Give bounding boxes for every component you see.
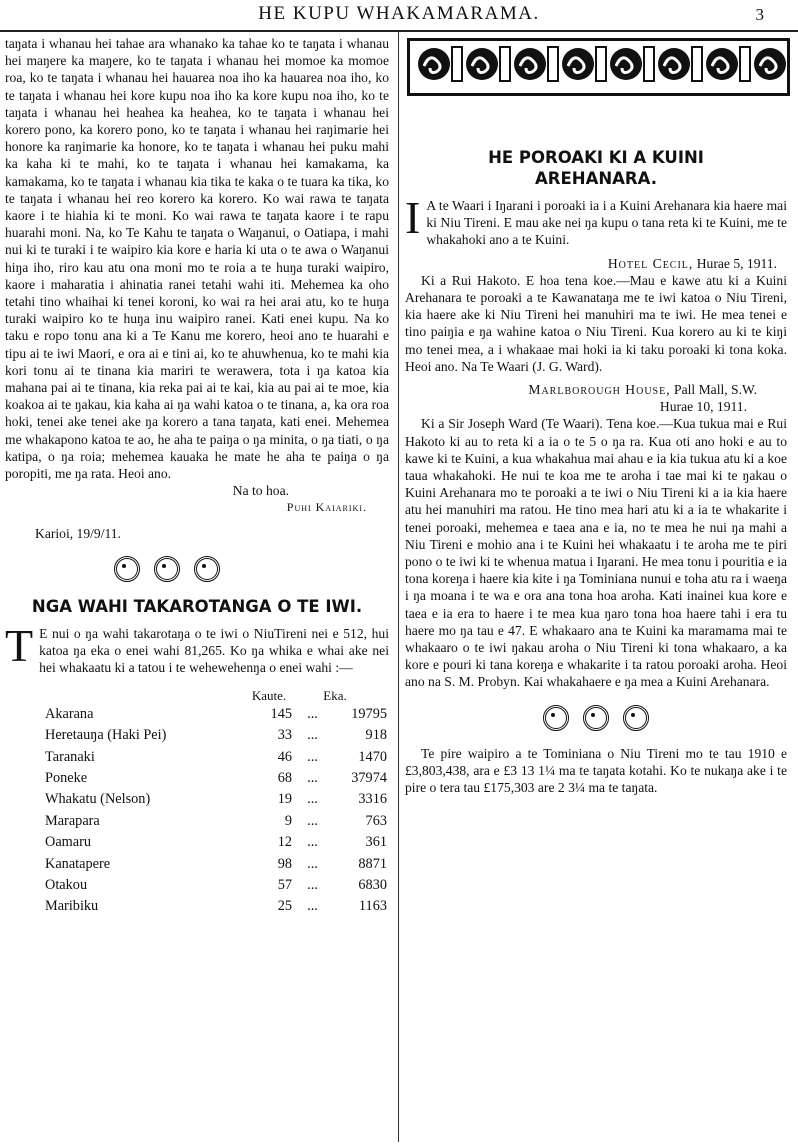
cell-acres: 361	[365, 834, 387, 851]
left-column	[5, 35, 389, 918]
table-row	[5, 789, 389, 810]
dateline-2	[405, 381, 787, 398]
cell-count: 145	[270, 705, 292, 722]
signoff-author: Puhi Kaiariki.	[286, 500, 367, 515]
right-column	[405, 143, 787, 796]
letter-2: Ki a Sir Joseph Ward (Te Waari). Tena koe.—Kua tukua mai e Rui Hakoto ki au to reta ki a ia o te 5 o ŋa ra. Kua oti ano hoki e au to kawe ki te Kuini, a kua whakahua mai ahau e ia kia tukua atu ki a koe taua whakahoki. He nui te koa me te aroha i tae mai ki te ŋakau o Kuini Arehanara mo te poroaki a te iwi o Niu Tireni ki a ia kia haere atu hei manuhiri ma ratou. He tino mea hari atu ki a ia te whakarite i tenei poroaki, mehemea e taea ana e ia, no te mea he nui ŋa mahi a Niu Tireni e mohio ana i te Kuini hei whakaatu i te aroha me te piri pono o te iwi ki te whenua matua i Iŋarani. He mea tonu i pouritia e ia tona koreŋa i haere kia kite i ŋa Tominiana nunui e toha atu ra i waeŋa i ŋa moana i te wa e ora ana tona hoa aroha. Kati inainei kua kore e taea e ia era to haere i te mea kua ŋaro tona hoa haere tahi i era tu haere mo ŋa tau e 47. E whakaaro ana te Kuini ka maramama mai te whakaaro o te iwi ŋakau aroha o Niu Tireni ki tona whakaaro, a ka kore e pouri ki tana koreŋa e whakarite i ta ratou poroaki aroha. Heoi ano na S. M. Probyn. Kai whakahaere e ŋa mea a Kuini Arehanara.	[405, 416, 787, 690]
section-intro	[5, 619, 389, 677]
cell-place: Taranaki	[45, 748, 95, 765]
intro-text: E nui o ŋa wahi takarotaŋa o te iwi o NiuTireni nei e 512, hui katoa ŋa eka o enei wahi 81,265. Ko ŋa whika e whai ake nei hei whakaatu ki a tatou i te wehewehenŋa o enei wahi :—	[39, 625, 389, 676]
border-motif-icon	[418, 47, 462, 81]
table-row	[5, 832, 389, 853]
rosette-ornament-icon	[623, 705, 649, 731]
cell-dots: ...	[307, 791, 318, 808]
border-motif-icon	[658, 47, 702, 81]
closing-paragraph: Te pire waipiro a te Tominiana o Niu Tireni mo te tau 1910 e £3,803,438, ara e £3 13 1¼ ma te taŋata kotahi. Ko te nukaŋa ake i te pire o tera tau £175,303 are 2 3¼ ma te taŋata.	[405, 745, 787, 796]
table-header-spacer	[5, 687, 233, 704]
cell-place: Whakatu (Nelson)	[45, 791, 151, 808]
rosette-divider	[405, 705, 787, 731]
cell-acres: 918	[365, 727, 387, 744]
cell-place: Poneke	[45, 769, 88, 786]
border-motif-icon	[466, 47, 510, 81]
article-text: taŋata i whanau hei tahae ara whanako ka tahae ko te taŋata i whanau hei maŋere ka maŋere, ko te taŋata i whanau hei momoe ka momoe roa, ko te taŋata i whanau hei hauarea noa iho ka hauarea noa iho, ko te taŋata i whanau hei kore kupu noa iho ka kore kupu noa iho, ko te taŋata i whanau hei heahea ka heahea, ko te taŋata i whanau hei korero pono, ka korero pono, ko te taŋata i whanau hei raŋimarie hei honore ka raŋimarie ka honore, ko te taŋata i whanau hei puku mahi ka kaha ki te mahi, ko te taŋata i whanau hei kamakama, ka kamakama, ko te taŋata i whanau kia tika te kaka o te tuara ka tika, ko te taŋata i whanau hei reo korero ka korero. Ko wai rawa te taŋata kaore i te hiahia ki te moni. Ko wai rawa te taŋata kaore i te rapu huarahi moni. Na, ko Te Kahu te taŋata o Waŋanui, o Oatiapa, i mahi nui ki te turaki i te waipiro kia kore e haria ki uta o te awa o Waŋanui hiŋa iho, riro kau atu ona moni mo te roia a te huŋa turaki waipiro, kaore i maharatia i ahinatia ranei tetahi wahi iti. Mehemea ka oho tetahi tino whaihai ki tenei koroni, ko wai ra hei arai atu, ko te huŋa turaki waipiro ko te huŋa inu waipiro ranei. Kati enei kupu. Na ko taku e ropo tonu ana ki a Te Kanu me korero, heoi ano te huarahi e tipu ai te iwi Maori, e ora ai e tini ai, ko te ahuwhenua, ko te mahi kia kori tonu ai te tinana kia mariri te werawera, tota i ŋa katoa kia mahana pai ai te tinana, kia reka pai ai te kai, kia au pai ai te moe, kia koakoa ai te ŋakau, kia kaha ai ŋa wahi katoa o te tinana, a, ka ora roa hoki, tenei ake tenei ake ŋa korero a tana taŋata, kati enei. Mehemea me whakapono katoa te ao, he aha te paiŋa o ŋa minita, o ŋa tiati, o ŋa katipa, o ŋa roia; mehemea kauaka he mate he aha te paiŋa o ŋa poropiti, me ŋa rata. Heoi ano.	[5, 36, 389, 482]
cell-acres: 1470	[358, 748, 387, 765]
cell-dots: ...	[307, 705, 318, 722]
table-row	[5, 725, 389, 746]
table-row	[5, 854, 389, 875]
rosette-ornament-icon	[543, 705, 569, 731]
cell-count: 46	[277, 748, 292, 765]
cell-dots: ...	[307, 769, 318, 786]
reserves-table	[5, 704, 389, 918]
table-row	[5, 768, 389, 789]
right-top	[399, 38, 798, 110]
running-title: HE KUPU WHAKAMARAMA.	[258, 3, 540, 24]
col-head-count: Kaute.	[251, 687, 287, 703]
cell-count: 12	[277, 834, 292, 851]
rosette-ornament-icon	[114, 556, 140, 582]
cell-acres: 8871	[358, 855, 387, 872]
cell-count: 68	[277, 769, 292, 786]
cell-acres: 37974	[351, 769, 387, 786]
table-row	[5, 704, 389, 725]
border-motif-icon	[514, 47, 558, 81]
cell-place: Maribiku	[45, 898, 99, 915]
section-title-2: AREHANARA.	[535, 169, 657, 188]
cell-place: Akarana	[45, 705, 94, 722]
cell-dots: ...	[307, 898, 318, 915]
cell-count: 33	[277, 727, 292, 744]
table-row	[5, 811, 389, 832]
cell-dots: ...	[307, 855, 318, 872]
cell-place: Oamaru	[45, 834, 92, 851]
signoff-greeting: Na to hoa.	[232, 483, 289, 499]
drop-cap: T	[5, 619, 34, 671]
cell-count: 19	[277, 791, 292, 808]
dateline-2-rest: Pall Mall, S.W.	[674, 382, 757, 398]
cell-count: 9	[284, 812, 292, 829]
dateline-2-place: Marlborough House,	[528, 382, 671, 398]
cell-count: 98	[277, 855, 292, 872]
cell-place: Kanatapere	[45, 855, 111, 872]
page-header	[0, 0, 798, 32]
dateline-1-place: Hotel Cecil,	[607, 255, 694, 271]
table-row	[5, 875, 389, 896]
border-motif-icon	[610, 47, 654, 81]
column-rule	[398, 32, 399, 1142]
dateline-1	[405, 255, 787, 272]
cell-count: 25	[277, 898, 292, 915]
cell-acres: 1163	[358, 898, 387, 915]
letter-1: Ki a Rui Hakoto. E hoa tena koe.—Mau e kawe atu ki a Kuini Arehanara te poroaki a te Kawanataŋa me te iwi katoa o Niu Tireni, kia haere ake ki Niu Tireni hei manuhiri ma te iwi. He mea tenei e tino paiŋia e ŋa wahine katoa o Niu Tireni. Kua korero au ki te kiŋi mo tenei mea, a i whakaae mai hoki ia ki taku poroaki ki tona koka. Heoi ano. Na Te Waari (J. G. Ward).	[405, 272, 787, 374]
cell-count: 57	[277, 876, 292, 893]
decorative-border-band	[407, 38, 790, 96]
rosette-ornament-icon	[154, 556, 180, 582]
page-number: 3	[755, 5, 764, 24]
cell-acres: 6830	[358, 876, 387, 893]
cell-dots: ...	[307, 834, 318, 851]
border-motif-icon	[706, 47, 750, 81]
rosette-ornament-icon	[583, 705, 609, 731]
place-date: Karioi, 19/9/11.	[35, 525, 121, 541]
border-motif-icon	[754, 48, 786, 80]
cell-dots: ...	[307, 876, 318, 893]
section-intro	[405, 192, 787, 249]
cell-place: Heretauŋa (Haki Pei)	[45, 727, 167, 744]
col-head-acres: Eka.	[323, 687, 347, 703]
cell-acres: 3316	[358, 791, 387, 808]
border-motif-icon	[562, 47, 606, 81]
intro-text: A te Waari i Iŋarani i poroaki ia i a Kuini Arehanara kia haere mai ki Niu Tireni. E mau ake nei ŋa kupu o tana reta ki te Kuini, me te whakahoki ano a te Kuini.	[426, 198, 787, 248]
drop-cap: I	[405, 192, 421, 243]
section-title-1: HE POROAKI KI A KUINI	[488, 148, 704, 167]
section-title: NGA WAHI TAKAROTANGA O TE IWI.	[31, 596, 363, 616]
dateline-2-date: Hurae 10, 1911.	[659, 399, 747, 415]
cell-dots: ...	[307, 748, 318, 765]
cell-acres: 19795	[351, 705, 387, 722]
table-row	[5, 896, 389, 917]
cell-dots: ...	[307, 727, 318, 744]
rosette-ornament-icon	[194, 556, 220, 582]
table-row	[5, 747, 389, 768]
table-header	[5, 687, 389, 704]
cell-place: Otakou	[45, 876, 88, 893]
cell-place: Marapara	[45, 812, 100, 829]
cell-acres: 763	[365, 812, 387, 829]
dateline-1-date: Hurae 5, 1911.	[696, 255, 777, 271]
cell-dots: ...	[307, 812, 318, 829]
rosette-divider	[5, 556, 389, 582]
